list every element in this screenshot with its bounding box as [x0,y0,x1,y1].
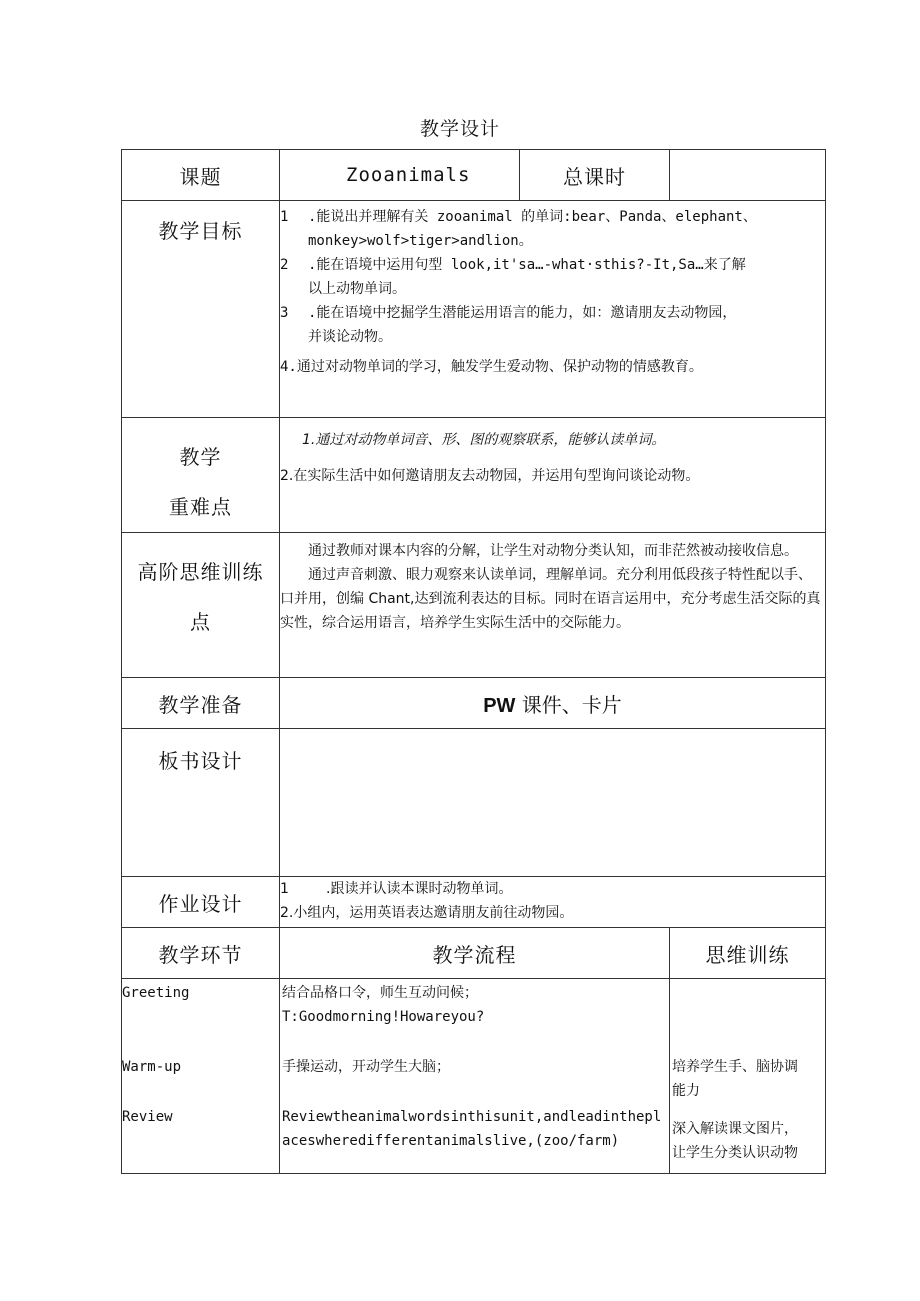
homework-row [122,877,826,928]
total-hours-label: 总课时 [520,150,670,201]
thinking-label: 高阶思维训练 点 [122,533,280,678]
process-thinking [670,979,826,1174]
document-title: 教学设计 [419,118,500,140]
homework-item-2: 2.小组内，运用英语表达邀请朋友前往动物园。 [280,905,574,921]
flow-review-2: aceswheredifferentanimalslive,(zoo/farm) [282,1133,620,1149]
lesson-plan-table [121,149,826,1174]
goals-row [122,201,826,418]
goal-item-1: 1 .能说出并理解有关 zooanimal 的单词:bear、Panda、elephant、 monkey>wolf>tiger>andlion。 [280,209,757,249]
preparation-row [122,678,826,729]
stage-review: Review [122,1109,173,1125]
think-review-1: 深入解读课文图片， [672,1121,798,1137]
total-hours-value [670,150,826,201]
stage-greeting: Greeting [122,985,190,1001]
think-review-2: 让学生分类认识动物 [672,1145,798,1161]
flow-greeting-2: T:Goodmorning!Howareyou? [282,1009,485,1025]
flow-warmup: 手操运动，开动学生大脑； [282,1059,450,1075]
preparation-value: PW 课件、卡片 [280,678,826,729]
homework-item-1: 1 .跟读并认读本课时动物单词。 [280,881,513,897]
key-point-1: 1.通过对动物单词音、形、图的观察联系，能够认读单词。 [302,432,666,448]
thinking-row [122,533,826,678]
goal-item-2: 2 .能在语境中运用句型 look,it'sa…-what·sthis?-It,Sa…来了解 以上动物单词。 [280,257,746,297]
topic-row [122,150,826,201]
header-thinking: 思维训练 [670,928,826,979]
process-header-row [122,928,826,979]
process-flow [280,979,670,1174]
thinking-para-2: 通过声音刺激、眼力观察来认读单词，理解单词。充分利用低段孩子特性配以手、口并用，创编 Chant,达到流利表达的目标。同时在语言运用中，充分考虑生活交际的真实性，综合运用语言，培养学生实际生活中的交际能力。 [280,567,821,631]
stage-warmup: Warm-up [122,1059,182,1075]
thinking-para-1: 通过教师对课本内容的分解，让学生对动物分类认知，而非茫然被动接收信息。 [308,543,798,559]
think-warmup-2: 能力 [672,1083,700,1099]
preparation-label: 教学准备 [122,678,280,729]
key-points-label: 教学 重难点 [122,418,280,533]
header-stage: 教学环节 [122,928,280,979]
goals-content [280,201,826,418]
goal-item-4: 4.通过对动物单词的学习，触发学生爱动物、保护动物的情感教育。 [280,359,703,375]
topic-label: 课题 [122,150,280,201]
header-flow: 教学流程 [280,928,670,979]
homework-label: 作业设计 [122,877,280,928]
topic-value: Zooanimals [280,150,520,201]
board-design-row [122,729,826,877]
key-point-2: 2.在实际生活中如何邀请朋友去动物园，并运用句型询问谈论动物。 [280,468,700,484]
board-design-label: 板书设计 [122,729,280,877]
think-warmup-1: 培养学生手、脑协调 [672,1059,798,1075]
flow-review-1: Reviewtheanimalwordsinthisunit,andleadinthepl [282,1109,662,1125]
process-stages [122,979,280,1174]
board-design-value [280,729,826,877]
key-points-row [122,418,826,533]
homework-content [280,877,826,928]
flow-greeting-1: 结合品格口令，师生互动问候； [282,985,478,1001]
thinking-content [280,533,826,678]
key-points-content [280,418,826,533]
process-content-row [122,979,826,1174]
goal-item-3: 3 .能在语境中挖掘学生潜能运用语言的能力，如：邀请朋友去动物园， 并谈论动物。 [280,305,737,345]
goals-label: 教学目标 [122,201,280,418]
